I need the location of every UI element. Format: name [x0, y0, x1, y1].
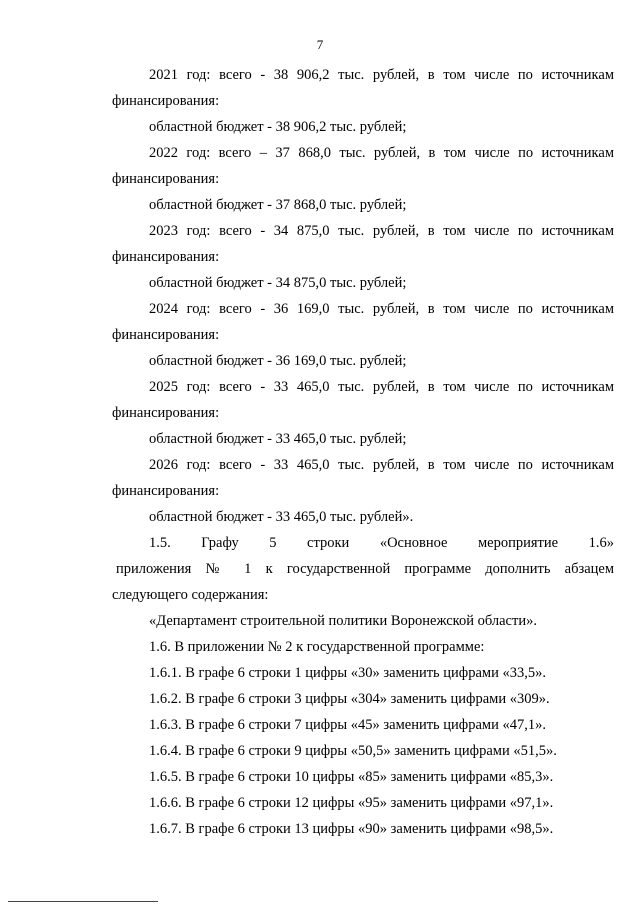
document-body: [112, 62, 614, 842]
paragraph-1-6-1: [112, 660, 614, 686]
text-line: 1.6.4. В графе 6 строки 9 цифры «50,5» заменить цифрами «51,5».: [149, 743, 557, 759]
paragraph-2026-total: [112, 452, 614, 504]
text-line: областной бюджет - 34 875,0 тыс. рублей;: [149, 275, 407, 291]
paragraph-2025-total: [112, 374, 614, 426]
paragraph-2024-total: [112, 296, 614, 348]
paragraph-2024-regional: [112, 348, 614, 374]
text-line: приложения № 1 к государственной программе дополнить абзацем: [116, 561, 614, 577]
paragraph-2023-total: [112, 218, 614, 270]
text-line: финансирования:: [112, 405, 220, 421]
paragraph-1-6: [112, 634, 614, 660]
paragraph-2021-regional: [112, 114, 614, 140]
paragraph-1-6-7: [112, 816, 614, 842]
text-line: 2026 год: всего - 33 465,0 тыс. рублей, в том числе по источникам: [149, 457, 614, 473]
paragraph-1-6-3: [112, 712, 614, 738]
paragraph-2022-regional: [112, 192, 614, 218]
text-line: 1.6.6. В графе 6 строки 12 цифры «95» заменить цифрами «97,1».: [149, 795, 554, 811]
paragraph-2022-total: [112, 140, 614, 192]
text-line: 2025 год: всего - 33 465,0 тыс. рублей, в том числе по источникам: [149, 379, 614, 395]
paragraph-1-5: [112, 530, 614, 608]
paragraph-1-6-4: [112, 738, 614, 764]
paragraph-2025-regional: [112, 426, 614, 452]
text-line: областной бюджет - 33 465,0 тыс. рублей».: [149, 509, 414, 525]
text-line: областной бюджет - 33 465,0 тыс. рублей;: [149, 431, 407, 447]
paragraph-department: [112, 608, 614, 634]
text-line: 2023 год: всего - 34 875,0 тыс. рублей, в том числе по источникам: [149, 223, 614, 239]
footer-rule: [8, 901, 158, 902]
text-line: 1.6.7. В графе 6 строки 13 цифры «90» заменить цифрами «98,5».: [149, 821, 554, 837]
page-number: 7: [316, 37, 324, 52]
text-line: 2021 год: всего - 38 906,2 тыс. рублей, в том числе по источникам: [149, 67, 614, 83]
text-line: финансирования:: [112, 171, 220, 187]
text-line: 1.6.1. В графе 6 строки 1 цифры «30» заменить цифрами «33,5».: [149, 665, 546, 681]
text-line: 2022 год: всего – 37 868,0 тыс. рублей, в том числе по источникам: [149, 145, 614, 161]
text-line: финансирования:: [112, 249, 220, 265]
text-line: 1.6. В приложении № 2 к государственной программе:: [149, 639, 485, 655]
paragraph-2023-regional: [112, 270, 614, 296]
text-line: следующего содержания:: [112, 587, 269, 603]
paragraph-2021-total: [112, 62, 614, 114]
text-line: финансирования:: [112, 483, 220, 499]
text-line: 1.6.5. В графе 6 строки 10 цифры «85» заменить цифрами «85,3».: [149, 769, 554, 785]
text-line: 2024 год: всего - 36 169,0 тыс. рублей, в том числе по источникам: [149, 301, 614, 317]
text-line: областной бюджет - 37 868,0 тыс. рублей;: [149, 197, 407, 213]
paragraph-1-6-6: [112, 790, 614, 816]
text-line: 1.6.3. В графе 6 строки 7 цифры «45» заменить цифрами «47,1».: [149, 717, 546, 733]
paragraph-1-6-2: [112, 686, 614, 712]
text-line: областной бюджет - 36 169,0 тыс. рублей;: [149, 353, 407, 369]
text-line: финансирования:: [112, 93, 220, 109]
text-line: областной бюджет - 38 906,2 тыс. рублей;: [149, 119, 407, 135]
paragraph-1-6-5: [112, 764, 614, 790]
text-line: 1.5. Графу 5 строки «Основное мероприятие 1.6»: [149, 535, 614, 551]
paragraph-2026-regional: [112, 504, 614, 530]
text-line: финансирования:: [112, 327, 220, 343]
text-line: «Департамент строительной политики Воронежской области».: [149, 613, 537, 629]
text-line: 1.6.2. В графе 6 строки 3 цифры «304» заменить цифрами «309».: [149, 691, 550, 707]
